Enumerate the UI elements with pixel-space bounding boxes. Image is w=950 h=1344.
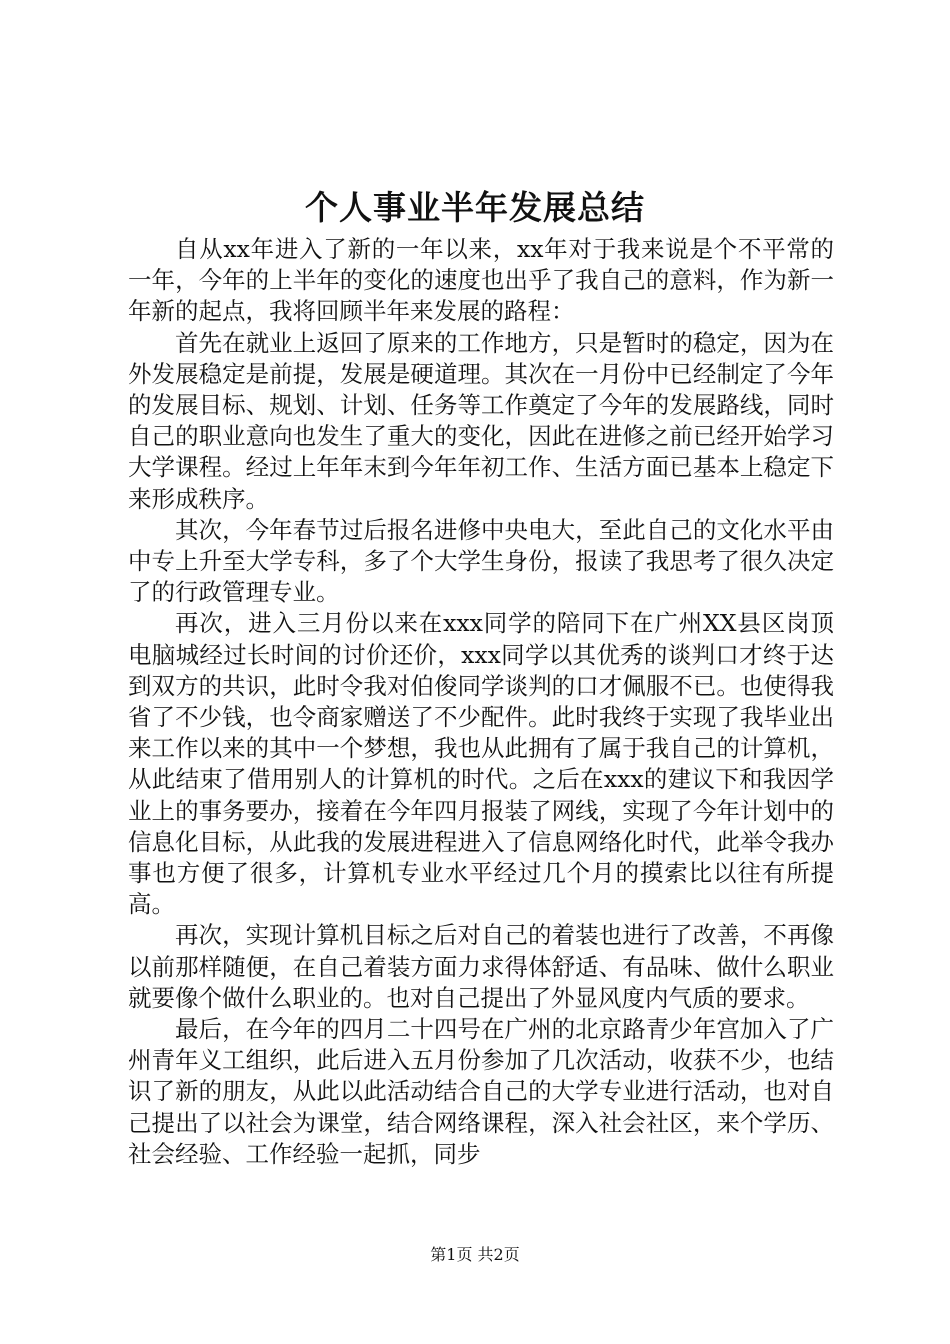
paragraph: 其次，今年春节过后报名进修中央电大，至此自己的文化水平由中专上升至大学专科，多了个大学生身份，报读了我思考了很久决定了的行政管理专业。 (128, 515, 834, 607)
document-title: 个人事业半年发展总结 (305, 188, 645, 227)
document-body (128, 234, 834, 1170)
paragraph: 首先在就业上返回了原来的工作地方，只是暂时的稳定，因为在外发展稳定是前提，发展是硬道理。其次在一月份中已经制定了今年的发展目标、规划、计划、任务等工作奠定了今年的发展路线，同时自己的职业意向也发生了重大的变化，因此在进修之前已经开始学习大学课程。经过上年年末到今年年初工作、生活方面已基本上稳定下来形成秩序。 (128, 328, 834, 513)
paragraph: 再次，进入三月份以来在xxx同学的陪同下在广州XX县区岗顶电脑城经过长时间的讨价还价，xxx同学以其优秀的谈判口才终于达到双方的共识，此时令我对伯俊同学谈判的口才佩服不已。也使得我省了不少钱，也令商家赠送了不少配件。此时我终于实现了我毕业出来工作以来的其中一个梦想，我也从此拥有了属于我自己的计算机，从此结束了借用别人的计算机的时代。之后在xxx的建议下和我因学业上的事务要办，接着在今年四月报装了网线，实现了今年计划中的信息化目标，从此我的发展进程进入了信息网络化时代，此举令我办事也方便了很多，计算机专业水平经过几个月的摸索比以往有所提高。 (128, 609, 834, 919)
paragraph: 再次，实现计算机目标之后对自己的着装也进行了改善，不再像以前那样随便，在自己着装方面力求得体舒适、有品味、做什么职业就要像个做什么职业的。也对自己提出了外显风度内气质的要求。 (128, 921, 834, 1012)
page-footer: 第1页 共2页 (430, 1245, 520, 1264)
paragraph: 自从xx年进入了新的一年以来，xx年对于我来说是个不平常的一年，今年的上半年的变化的速度也出乎了我自己的意料，作为新一年新的起点，我将回顾半年来发展的路程： (128, 235, 834, 326)
paragraph: 最后，在今年的四月二十四号在广州的北京路青少年宫加入了广州青年义工组织，此后进入五月份参加了几次活动，收获不少，也结识了新的朋友，从此以此活动结合自己的大学专业进行活动，也对自己提出了以社会为课堂，结合网络课程，深入社会社区，来个学历、社会经验、工作经验一起抓，同步 (128, 1015, 834, 1168)
